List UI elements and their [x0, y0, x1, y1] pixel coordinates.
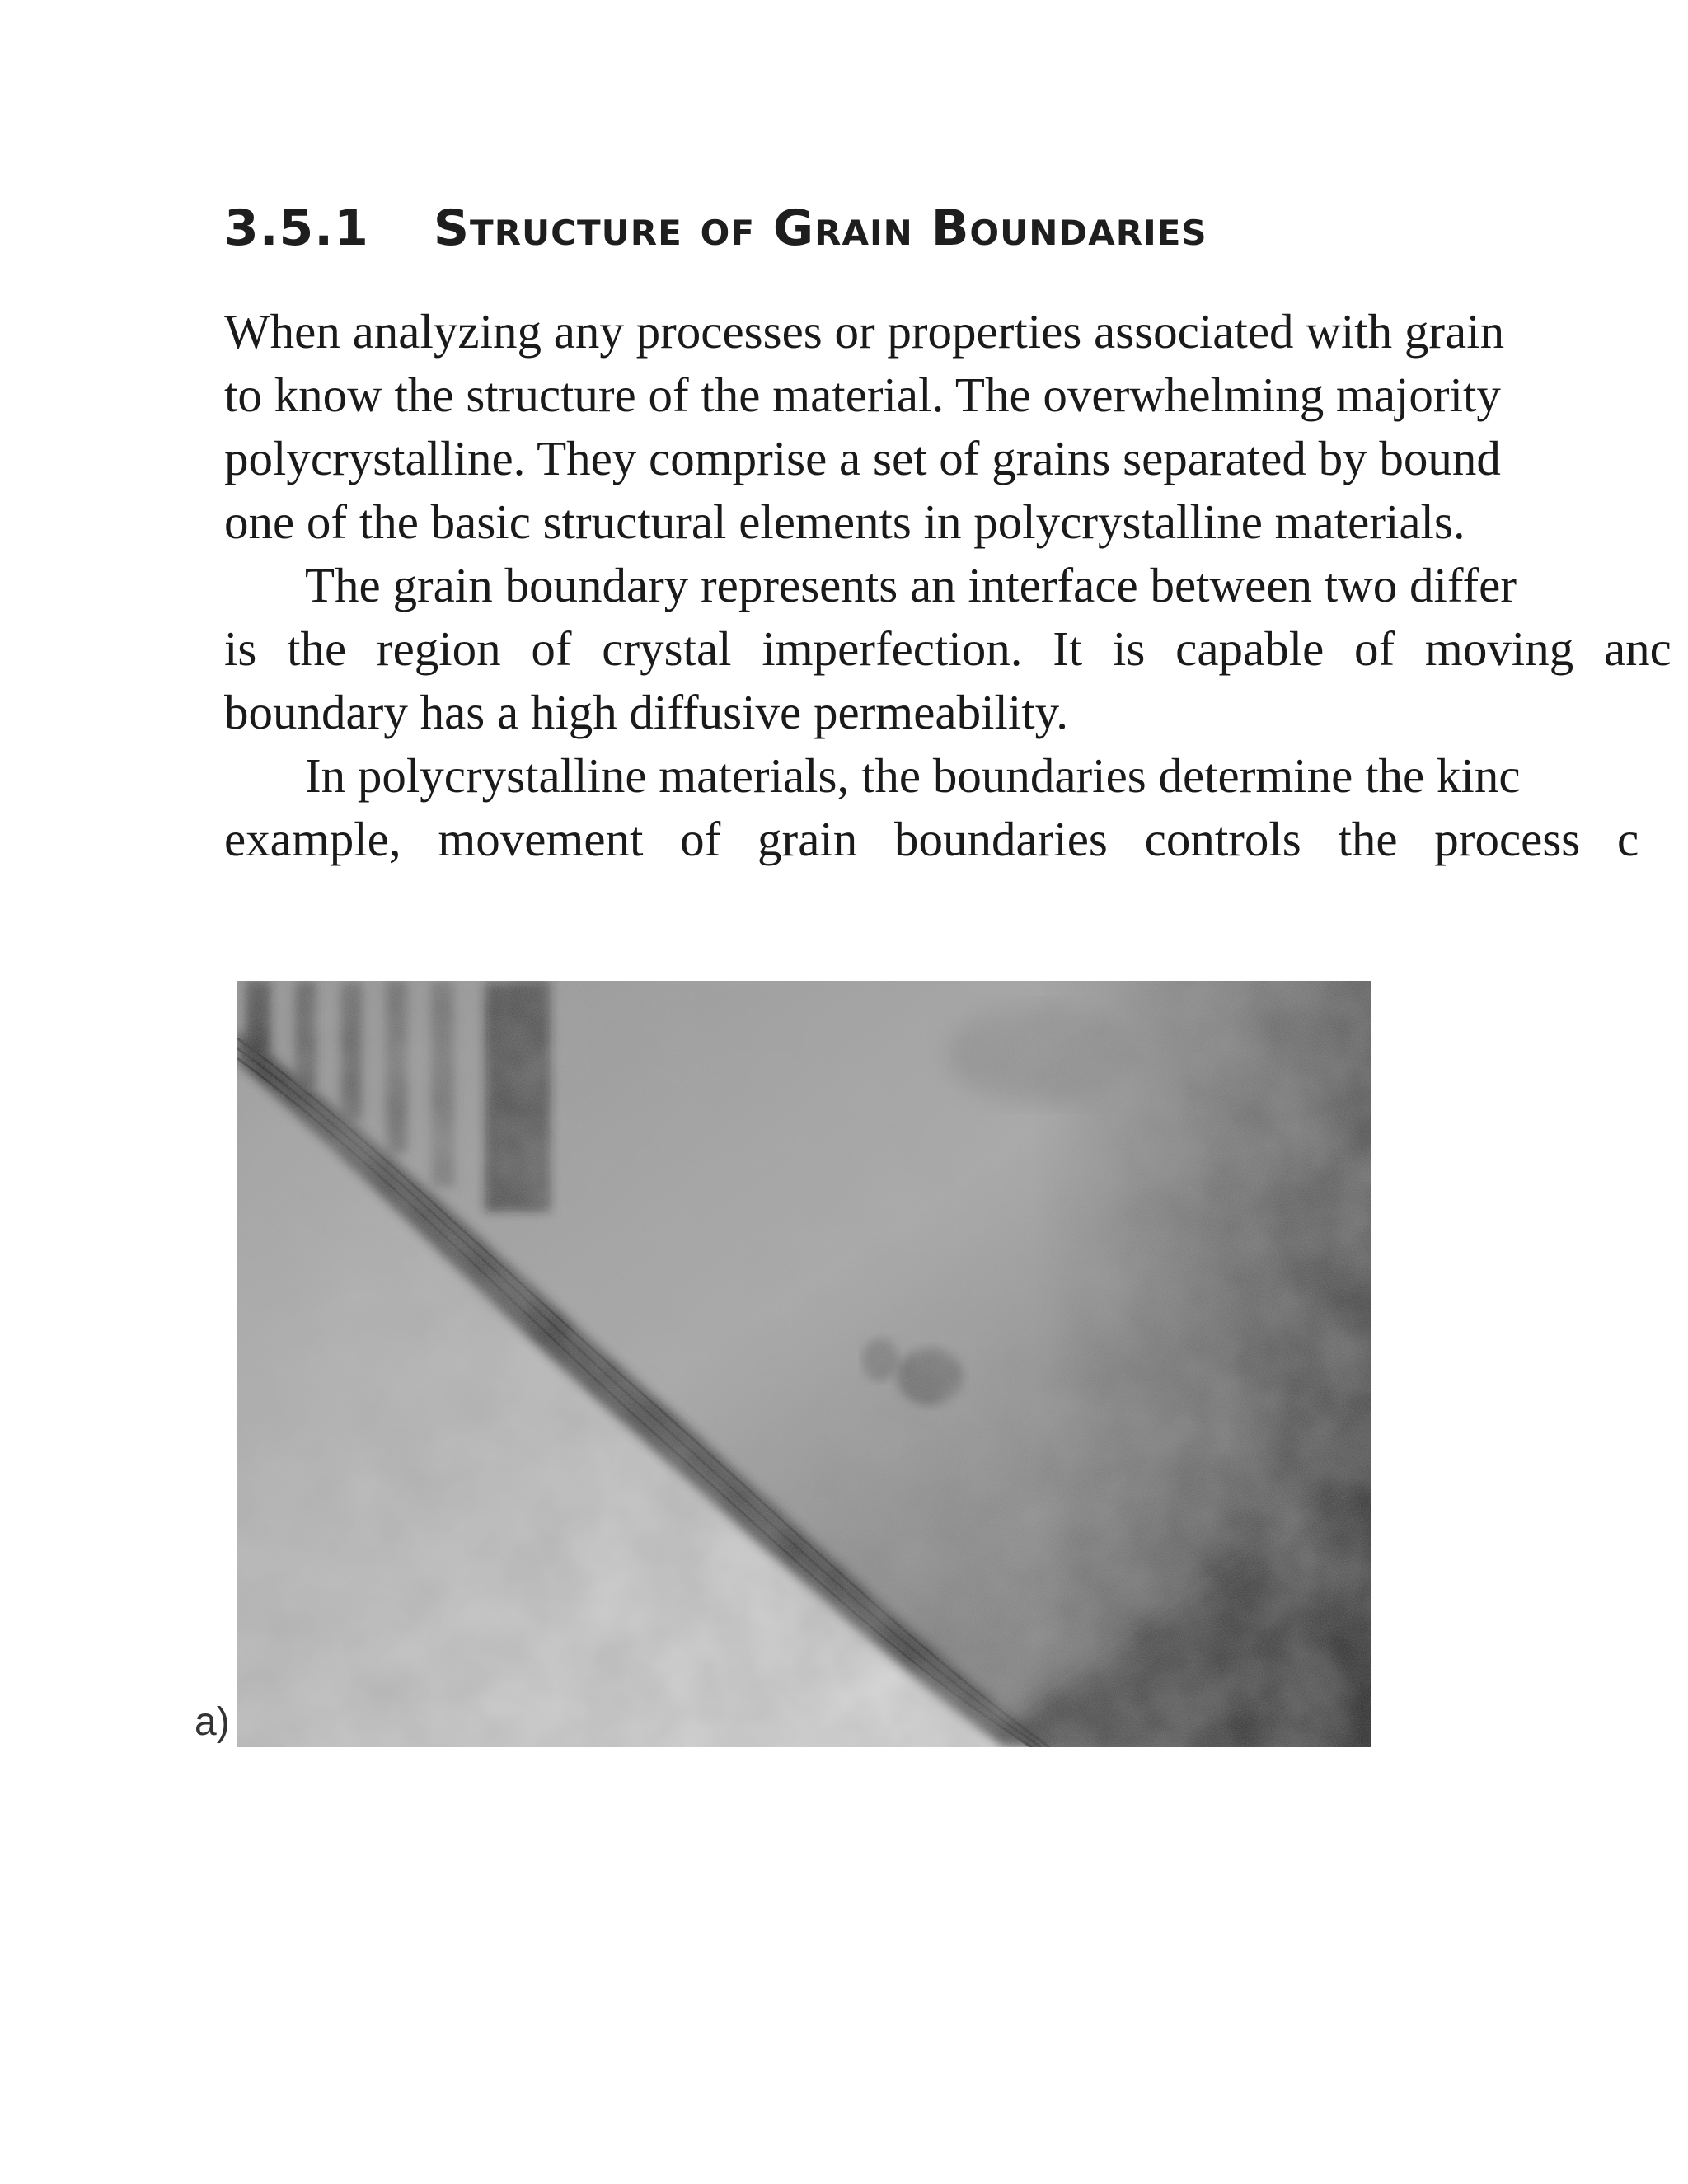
text-line: one of the basic structural elements in polycrystalline materials. — [224, 494, 1465, 549]
text-line: When analyzing any processes or properties associated with grain — [224, 304, 1505, 359]
figure-label: a) — [195, 1700, 230, 1744]
text-line: to know the structure of the material. The overwhelming majority — [224, 368, 1501, 422]
section-number: 3.5.1 — [224, 199, 369, 257]
text-line: example, movement of grain boundaries controls the process c — [224, 812, 1639, 866]
section-title: Structure of Grain Boundaries — [433, 199, 1207, 257]
text-line: polycrystalline. They comprise a set of grains separated by bound — [224, 431, 1501, 485]
grain-boundary-micrograph — [237, 981, 1372, 1747]
text-line: is the region of crystal imperfection. It is capable of moving anc — [224, 621, 1672, 676]
body-text — [224, 300, 1688, 871]
micrograph-figure — [237, 981, 1372, 1747]
text-line: boundary has a high diffusive permeability. — [224, 685, 1069, 739]
text-line: The grain boundary represents an interface between two differ — [305, 558, 1517, 612]
text-line: In polycrystalline materials, the boundaries determine the kinc — [305, 748, 1521, 803]
section-heading — [224, 199, 1207, 257]
